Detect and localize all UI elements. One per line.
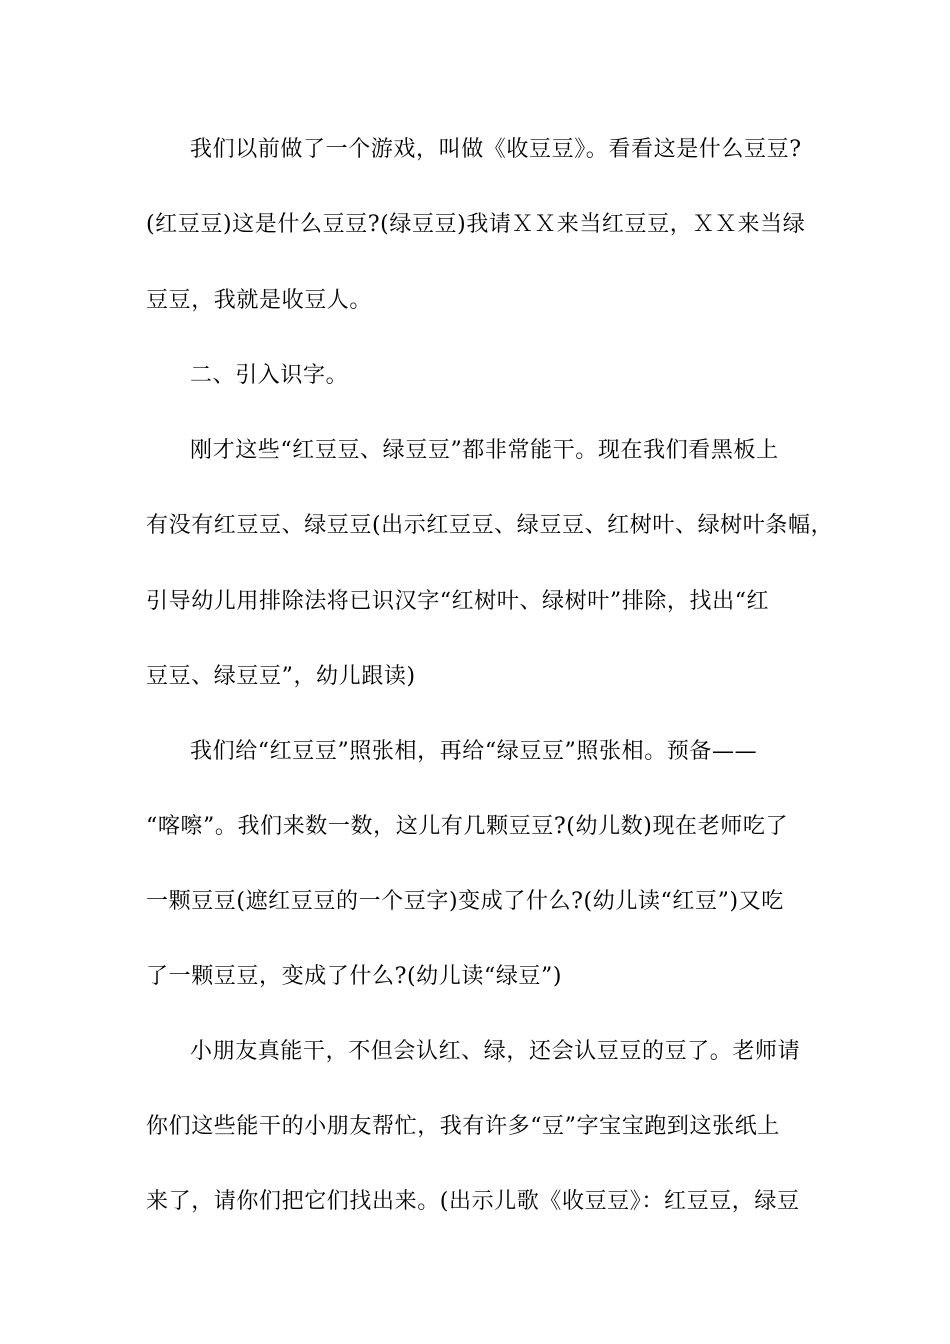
text-line: (红豆豆)这是什么豆豆?(绿豆豆)我请ＸＸ来当红豆豆，ＸＸ来当绿	[146, 212, 806, 237]
text-line: 来了，请你们把它们找出来。(出示儿歌《收豆豆》：红豆豆，绿豆	[146, 1189, 800, 1214]
text-line: 有没有红豆豆、绿豆豆(出示红豆豆、绿豆豆、红树叶、绿树叶条幅，	[146, 513, 834, 538]
text-line: 我们以前做了一个游戏，叫做《收豆豆》。看看这是什么豆豆?	[190, 137, 802, 162]
text-line: 了一颗豆豆，变成了什么?(幼儿读“绿豆”)	[146, 964, 563, 989]
text-line: 刚才这些“红豆豆、绿豆豆”都非常能干。现在我们看黑板上	[190, 438, 779, 463]
text-line: 小朋友真能干，不但会认红、绿，还会认豆豆的豆了。老师请	[190, 1039, 801, 1064]
text-line: 引导幼儿用排除法将已识汉字“红树叶、绿树叶”排除，找出“红	[146, 589, 770, 614]
text-line: 豆豆，我就是收豆人。	[146, 288, 373, 313]
text-line: 一颗豆豆(遮红豆豆的一个豆字)变成了什么?(幼儿读“红豆”)又吃	[146, 889, 784, 914]
text-line: 豆豆、绿豆豆”，幼儿跟读)	[146, 664, 416, 689]
text-line: 你们这些能干的小朋友帮忙，我有许多“豆”字宝宝跑到这张纸上	[146, 1114, 780, 1139]
section-heading: 二、引入识字。	[190, 363, 349, 388]
text-line: “喀嚓”。我们来数一数，这儿有几颗豆豆?(幼儿数)现在老师吃了	[146, 814, 789, 839]
text-line: 我们给“红豆豆”照张相，再给“绿豆豆”照张相。预备——	[190, 739, 758, 764]
